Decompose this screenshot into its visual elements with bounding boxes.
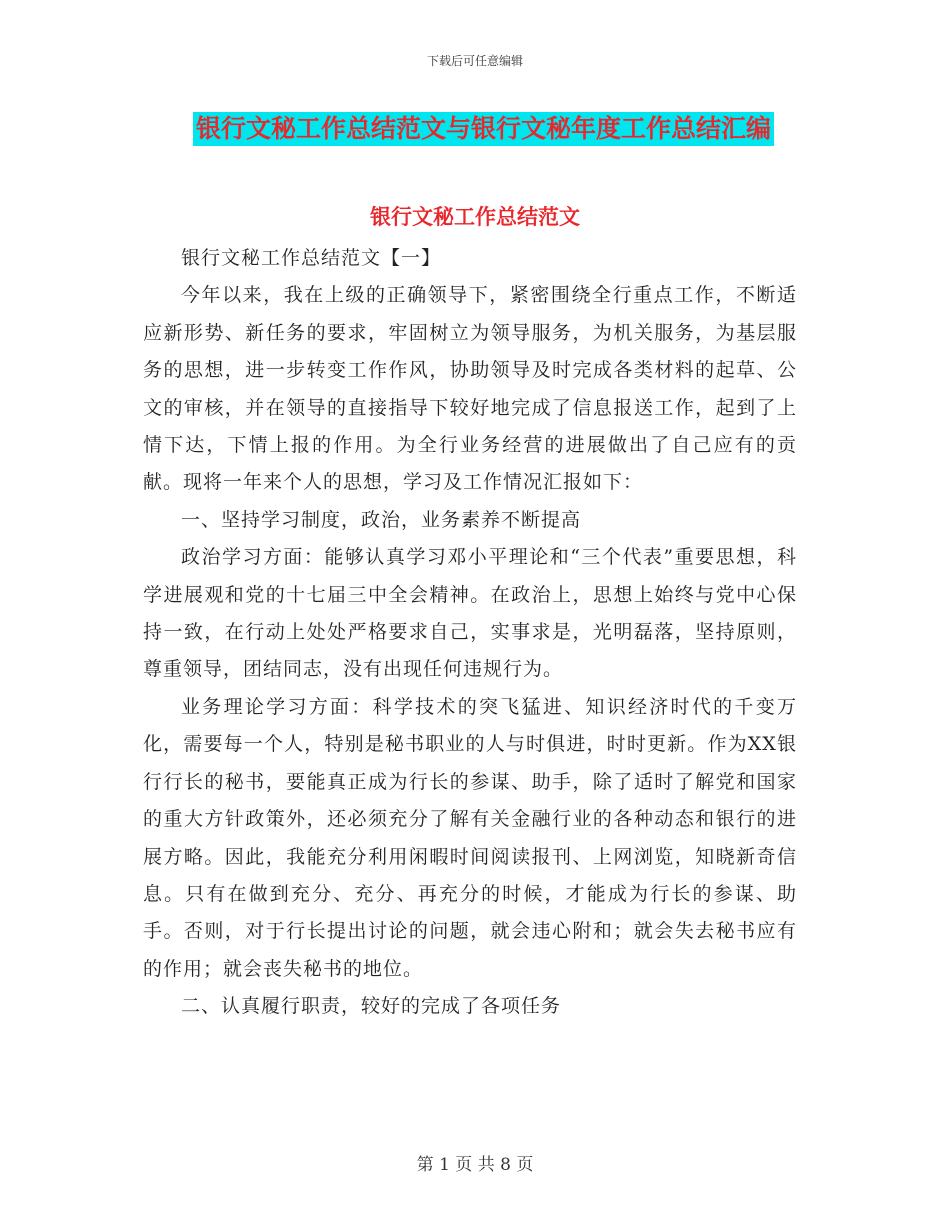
section-heading: 银行文秘工作总结范文【一】 xyxy=(181,247,442,269)
section-heading: 二、认真履行职责，较好的完成了各项任务 xyxy=(181,995,562,1018)
section-heading: 一、坚持学习制度，政治，业务素养不断提高 xyxy=(181,508,582,531)
page-footer-number: 第 1 页 共 8 页 xyxy=(416,1155,534,1175)
body-paragraph: 业务理论学习方面：科学技术的突飞猛进、知识经济时代的千变万化，需要每一个人，特别是秘书职业的人与时俱进，时时更新。作为XX银行行长的秘书，要能真正成为行长的参谋、助手，除了适时了解党和国家的重大方针政策外，还必须充分了解有关金融行业的各种动态和银行的进展方略。因此，我能充分利用闲暇时间阅读报刊、上网浏览，知晓新奇信息。只有在做到充分、充分、再充分的时候，才能成为行长的参谋、助手。否则，对于行长提出讨论的问题，就会违心附和；就会失去秘书应有的作用；就会丧失秘书的地位。 xyxy=(143,695,797,980)
body-paragraph: 政治学习方面：能够认真学习邓小平理论和“三个代表”重要思想，科学进展观和党的十七届三中全会精神。在政治上，思想上始终与党中心保持一致，在行动上处处严格要求自己，实事求是，光明磊落，坚持原则，尊重领导，团结同志，没有出现任何违规行为。 xyxy=(143,546,797,681)
body-paragraph: 今年以来，我在上级的正确领导下，紧密围绕全行重点工作，不断适应新形势、新任务的要求，牢固树立为领导服务，为机关服务，为基层服务的思想，进一步转变工作作风，协助领导及时完成各类材料的起草、公文的审核，并在领导的直接指导下较好地完成了信息报送工作，起到了上情下达，下情上报的作用。为全行业务经营的进展做出了自己应有的贡献。现将一年来个人的思想，学习及工作情况汇报如下： xyxy=(143,284,797,494)
document-main-title: 银行文秘工作总结范文与银行文秘年度工作总结汇编 xyxy=(193,112,774,146)
document-sub-title: 银行文秘工作总结范文 xyxy=(370,205,580,229)
page-header-note: 下载后可任意编辑 xyxy=(426,54,523,68)
document-body xyxy=(143,222,797,1026)
